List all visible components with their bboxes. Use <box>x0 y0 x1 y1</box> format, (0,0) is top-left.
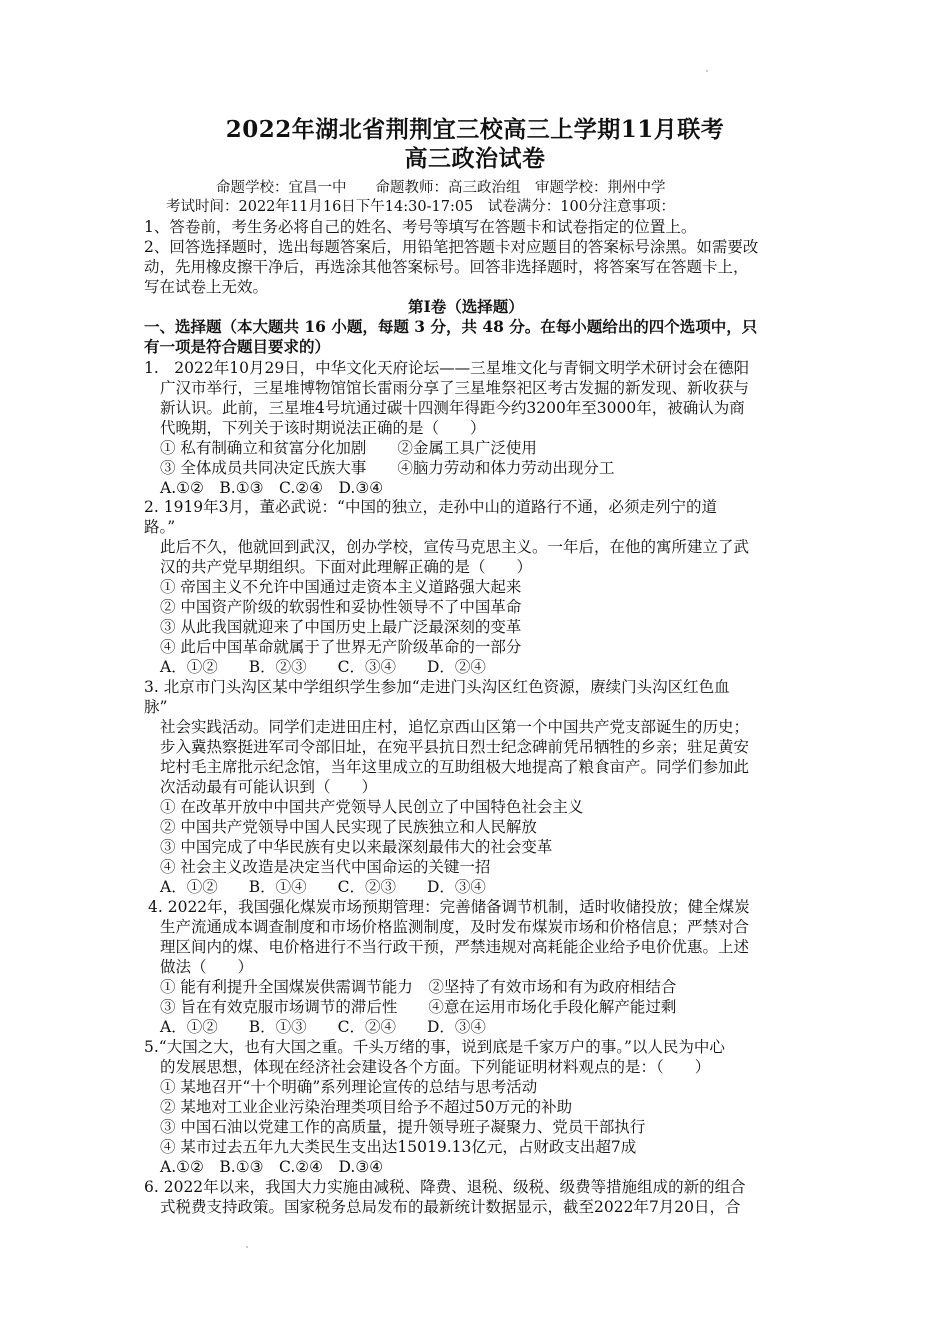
question-stem: 汉的共产党早期组织。下面对此理解正确的是（ ） <box>160 558 533 576</box>
question-option: ① 帝国主义不允许中国通过走资本主义道路强大起来 <box>160 578 522 596</box>
question-stem: 5.“大国之大，也有大国之重。千头万绪的事，说到底是千家万户的事。”以人民为中心 <box>144 1038 725 1056</box>
exam-meta: 命题学校：宜昌一中 命题教师：高三政治组 审题学校：荆州中学 <box>216 180 666 196</box>
question-stem: 4. 2022年，我国强化煤炭市场预期管理：完善储备调节机制，适时收储投放；健全煤炭 <box>148 898 750 916</box>
answer-choices: A.①② B.①③ C.②④ D.③④ <box>160 479 384 497</box>
answer-choices: A.①② B.①③ C.②④ D.③④ <box>160 1158 384 1176</box>
exam-title: 2022年湖北省荆荆宜三校高三上学期11月联考 <box>225 116 725 143</box>
question-option: ① 能有利提升全国煤炭供需调节能力 ②坚持了有效市场和有为政府相结合 <box>160 978 677 996</box>
question-stem: 路。” <box>144 518 176 536</box>
note-line: 1、答卷前，考生务必将自己的姓名、考号等填写在答题卡和试卷指定的位置上。 <box>144 218 697 236</box>
question-stem: 步入冀热察挺进军司令部旧址，在宛平县抗日烈士纪念碑前凭吊牺牲的乡亲；驻足黄安 <box>160 738 750 756</box>
exam-subtitle: 高三政治试卷 <box>404 145 546 172</box>
question-option: ② 某地对工业企业污染治理类项目给予不超过50万元的补助 <box>160 1098 573 1116</box>
question-option: ③ 从此我国就迎来了中国历史上最广泛最深刻的变革 <box>160 618 522 636</box>
note-line: 动，先用橡皮擦干净后，再选涂其他答案标号。回答非选择题时，将答案写在答题卡上， <box>144 258 749 276</box>
question-stem: 代晚期，下列关于该时期说法正确的是（ ） <box>160 419 486 437</box>
answer-choices: A．①② B．②③ C．③④ D．②④ <box>160 658 486 676</box>
question-option: ① 私有制确立和贫富分化加剧 ②金属工具广泛使用 <box>160 439 537 457</box>
question-stem: 理区间内的煤、电价格进行不当行政干预，严禁违规对高耗能企业给予电价优惠。上述 <box>160 938 750 956</box>
question-option: ① 某地召开“十个明确”系列理论宣传的总结与思考活动 <box>160 1078 538 1096</box>
question-stem: 1. 2022年10月29日，中华文化天府论坛——三星堆文化与青铜文明学术研讨会在德阳 <box>144 359 750 377</box>
section-instruction: 一、选择题（本大题共 16 小题，每题 3 分，共 48 分。在每小题给出的四个选项中，只 <box>144 317 758 336</box>
exam-time: 考试时间：2022年11月16日下午14:30-17:05 试卷满分：100分注意事项： <box>166 199 675 215</box>
question-option: ④ 某市过去五年九大类民生支出达15019.13亿元，占财政支出超7成 <box>160 1138 637 1156</box>
question-option: ③ 中国完成了中华民族有史以来最深刻最伟大的社会变革 <box>160 838 553 856</box>
question-option: ② 中国共产党领导中国人民实现了民族独立和人民解放 <box>160 818 537 836</box>
note-line: 写在试卷上无效。 <box>144 278 269 296</box>
section-heading: 第Ⅰ卷（选择题） <box>408 297 524 316</box>
question-option: ③ 中国石油以党建工作的高质量，提升领导班子凝聚力、党员干部执行 <box>160 1118 646 1136</box>
scan-speck <box>246 1246 248 1248</box>
question-option: ④ 社会主义改造是决定当代中国命运的关键一招 <box>160 858 491 876</box>
question-stem: 广汉市举行，三星堆博物馆馆长雷雨分享了三星堆祭祀区考古发掘的新发现、新收获与 <box>160 379 750 397</box>
question-stem: 6. 2022年以来，我国大力实施由减税、降费、退税、级税、级费等措施组成的新的组合 <box>144 1178 746 1196</box>
question-stem: 的发展思想，体现在经济社会建设各个方面。下列能证明材料观点的是：（ ） <box>160 1058 711 1076</box>
question-stem: 做法（ ） <box>160 958 254 976</box>
question-stem: 生产流通成本调查制度和市场价格监测制度，及时发布煤炭市场和价格信息；严禁对合 <box>160 918 750 936</box>
question-stem: 坨村毛主席批示纪念馆，当年这里成立的互助组极大地提高了粮食亩产。同学们参加此 <box>160 758 750 776</box>
question-option: ③ 全体成员共同决定氏族大事 ④脑力劳动和体力劳动出现分工 <box>160 459 615 477</box>
question-stem: 2. 1919年3月，董必武说：“中国的独立，走孙中山的道路行不通，必须走列宁的道 <box>144 498 717 516</box>
question-stem: 此后不久，他就回到武汉，创办学校，宣传马克思主义。一年后，在他的寓所建立了武 <box>160 538 750 556</box>
answer-choices: A．①② B．①③ C．②④ D．③④ <box>160 1018 486 1036</box>
question-option: ④ 此后中国革命就属于了世界无产阶级革命的一部分 <box>160 638 522 656</box>
question-stem: 社会实践活动。同学们走进田庄村，追忆京西山区第一个中国共产党支部诞生的历史； <box>160 718 750 736</box>
question-stem: 3. 北京市门头沟区某中学组织学生参加“走进门头沟区红色资源，赓续门头沟区红色血 <box>144 678 730 696</box>
question-stem: 新认识。此前，三星堆4号坑通过碳十四测年得距今约3200年至3000年，被确认为商 <box>160 399 745 417</box>
section-instruction: 有一项是符合题目要求的） <box>144 337 331 356</box>
question-stem: 次活动最有可能认识到（ ） <box>160 778 378 796</box>
question-stem: 式税费支持政策。国家税务总局发布的最新统计数据显示，截至2022年7月20日，合 <box>160 1198 741 1216</box>
question-option: ① 在改革开放中中国共产党领导人民创立了中国特色社会主义 <box>160 798 584 816</box>
question-option: ③ 旨在有效克服市场调节的滞后性 ④意在运用市场化手段化解产能过剩 <box>160 998 677 1016</box>
question-option: ② 中国资产阶级的软弱性和妥协性领导不了中国革命 <box>160 598 522 616</box>
scan-speck <box>706 70 708 72</box>
question-stem: 脉” <box>144 698 168 716</box>
note-line: 2、回答选择题时，选出每题答案后，用铅笔把答题卡对应题目的答案标号涂黑。如需要改 <box>144 238 759 256</box>
answer-choices: A．①② B．①④ C．②③ D．③④ <box>160 878 486 896</box>
